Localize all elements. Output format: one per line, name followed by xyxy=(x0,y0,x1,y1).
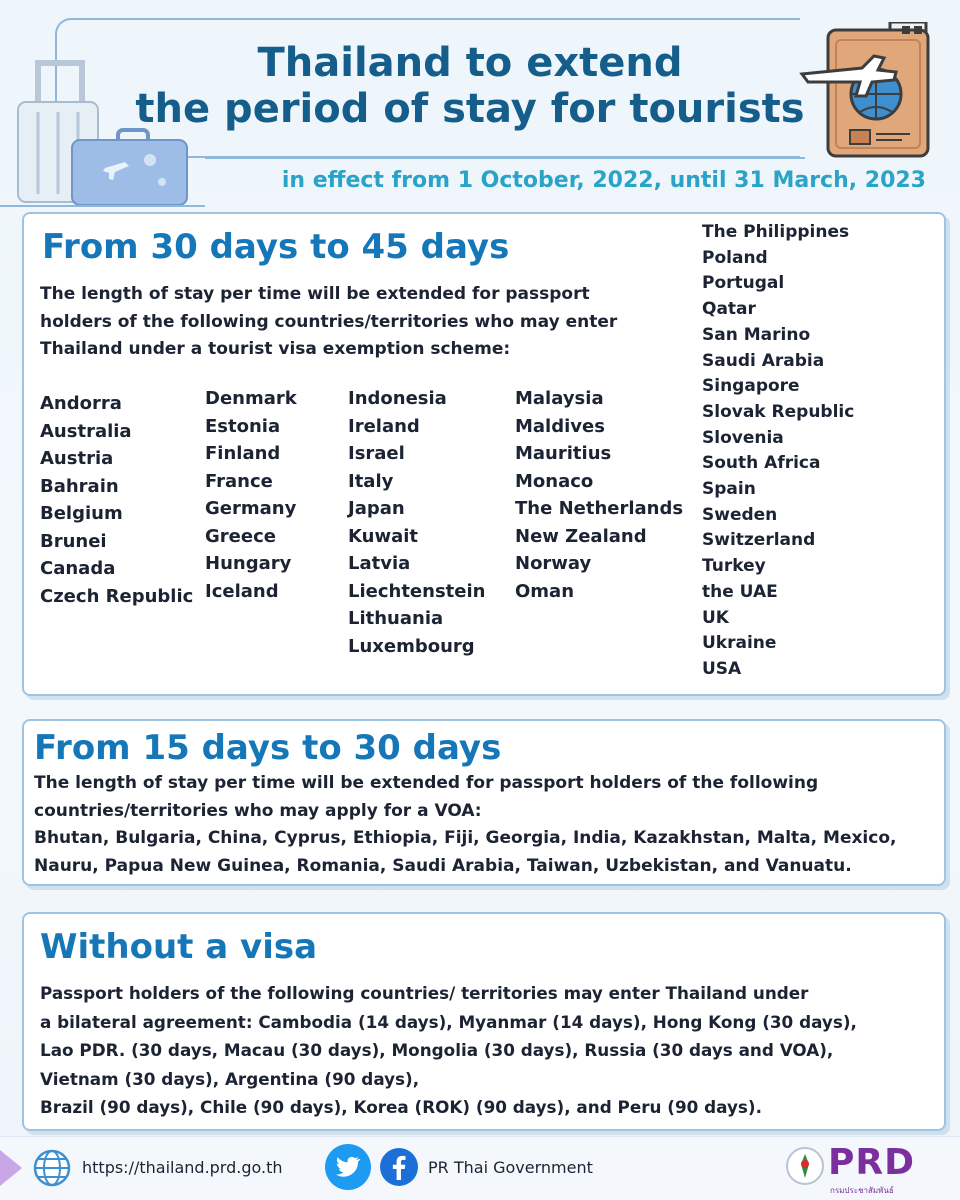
country-item: Austria xyxy=(40,448,114,469)
prd-logo-text: PRD xyxy=(828,1142,915,1183)
country-item: Portugal xyxy=(702,273,785,294)
country-item: Israel xyxy=(348,443,405,464)
country-item: Czech Republic xyxy=(40,585,194,607)
prd-logo-subtext: กรมประชาสัมพันธ์ xyxy=(830,1186,894,1195)
country-item: Qatar xyxy=(702,299,756,320)
country-item: Saudi Arabia xyxy=(702,350,825,371)
section-1-description: The length of stay per time will be extended for passport holders of the following countries/territories who may enter Thailand under a tourist visa exemption scheme: xyxy=(40,284,618,359)
section-2-heading: From 15 days to 30 days xyxy=(34,728,502,768)
section-3-heading: Without a visa xyxy=(40,927,318,967)
page-title-line-2: the period of stay for tourists xyxy=(135,86,805,132)
country-item: The Netherlands xyxy=(515,498,684,519)
country-item: Italy xyxy=(348,470,394,492)
section-2-line: Nauru, Papua New Guinea, Romania, Saudi Arabia, Taiwan, Uzbekistan, and Vanuatu. xyxy=(34,855,852,876)
section-1-heading: From 30 days to 45 days xyxy=(42,227,510,267)
section-2-line: The length of stay per time will be extended for passport holders of the following xyxy=(34,773,819,793)
country-item: Andorra xyxy=(40,393,122,414)
country-column-3 xyxy=(348,385,485,660)
country-item: Singapore xyxy=(702,376,800,397)
country-item: Indonesia xyxy=(348,388,447,409)
section-3-line: a bilateral agreement: Cambodia (14 days), Myanmar (14 days), Hong Kong (30 days), xyxy=(40,1011,857,1032)
country-item: Latvia xyxy=(348,553,411,574)
country-item: Mauritius xyxy=(515,443,612,464)
country-item: Maldives xyxy=(515,415,605,437)
facebook-icon[interactable] xyxy=(380,1148,418,1186)
country-item: The Philippines xyxy=(702,222,850,242)
country-column-5 xyxy=(702,220,854,683)
header-decor-line-bottom xyxy=(205,157,805,159)
page-title-line-1: Thailand to extend xyxy=(257,40,683,86)
country-item: Bahrain xyxy=(40,475,119,497)
country-item: Ukraine xyxy=(702,633,777,654)
country-item: Switzerland xyxy=(702,530,816,551)
country-item: Germany xyxy=(205,498,297,519)
section-3-line: Brazil (90 days), Chile (90 days), Korea (ROK) (90 days), and Peru (90 days). xyxy=(40,1097,762,1117)
country-item: Iceland xyxy=(205,580,279,602)
section-2-line: Bhutan, Bulgaria, China, Cyprus, Ethiopia, Fiji, Georgia, India, Kazakhstan, Malta, Mexico, xyxy=(34,828,897,848)
country-item: Finland xyxy=(205,443,281,464)
section-3-line: Lao PDR. (30 days, Macau (30 days), Mongolia (30 days), Russia (30 days and VOA), xyxy=(40,1040,834,1060)
country-item: Spain xyxy=(702,479,756,500)
section-3-line: Vietnam (30 days), Argentina (90 days), xyxy=(40,1068,420,1089)
country-item: New Zealand xyxy=(515,525,647,547)
country-item: Hungary xyxy=(205,553,292,574)
country-item: Kuwait xyxy=(348,525,418,547)
country-item: France xyxy=(205,470,273,492)
country-item: South Africa xyxy=(702,453,821,474)
website-link[interactable]: https://thailand.prd.go.th xyxy=(82,1158,283,1177)
country-item: Brunei xyxy=(40,530,107,552)
country-item: Ireland xyxy=(348,415,420,437)
country-item: Japan xyxy=(348,498,405,519)
country-item: Belgium xyxy=(40,503,123,524)
effective-date-subtitle: in effect from 1 October, 2022, until 31 March, 2023 xyxy=(281,168,926,193)
country-item: UK xyxy=(702,607,729,628)
country-item: Poland xyxy=(702,247,768,268)
country-item: Turkey xyxy=(702,556,766,577)
country-item: Liechtenstein xyxy=(348,580,486,602)
section-3-line: Passport holders of the following countries/ territories may enter Thailand under xyxy=(40,983,809,1003)
country-item: Sweden xyxy=(702,504,778,525)
globe-icon[interactable] xyxy=(32,1148,72,1188)
section-2-body xyxy=(34,770,939,880)
footer-arrow-icon xyxy=(0,1150,22,1186)
country-item: Slovenia xyxy=(702,427,784,448)
country-item: Norway xyxy=(515,553,592,574)
country-item: Greece xyxy=(205,525,276,547)
country-item: San Marino xyxy=(702,324,811,345)
country-item: Lithuania xyxy=(348,608,444,629)
country-item: the UAE xyxy=(702,581,778,602)
section-3-body xyxy=(40,979,940,1122)
country-item: Luxembourg xyxy=(348,635,475,657)
country-column-4 xyxy=(515,385,683,605)
prd-logo xyxy=(785,1146,825,1186)
country-item: USA xyxy=(702,658,742,679)
country-item: Oman xyxy=(515,580,575,602)
country-item: Slovak Republic xyxy=(702,401,855,422)
country-item: Canada xyxy=(40,558,116,579)
country-item: Monaco xyxy=(515,470,594,492)
country-item: Denmark xyxy=(205,388,297,409)
country-item: Malaysia xyxy=(515,388,604,409)
country-column-1 xyxy=(40,390,193,610)
country-item: Estonia xyxy=(205,415,281,437)
country-column-2 xyxy=(205,385,297,605)
facebook-page-name[interactable]: PR Thai Government xyxy=(428,1158,593,1177)
twitter-icon[interactable] xyxy=(325,1144,371,1190)
country-item: Australia xyxy=(40,420,132,442)
section-2-line: countries/territories who may apply for a VOA: xyxy=(34,800,482,821)
